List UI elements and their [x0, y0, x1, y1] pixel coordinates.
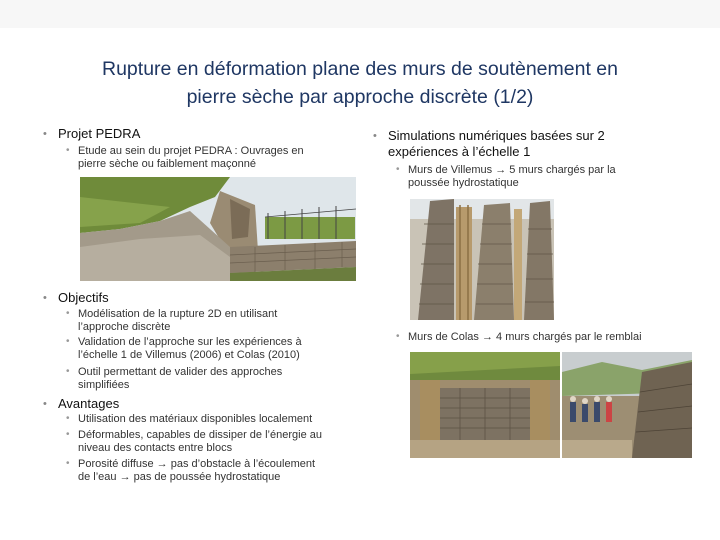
avantages-item-1: [78, 413, 353, 426]
avantages-item-3-line-1: • Porosité diffuse → pas d’obstacle à l’écoulement: [78, 458, 316, 470]
objectifs-item-2-line-1: • Validation de l’approche sur les expériences à: [78, 336, 302, 348]
objectifs-heading: • Objectifs: [58, 290, 109, 306]
avantages-item-3-line-2: de l’eau → pas de poussée hydrostatique: [78, 470, 281, 483]
avantages-item-2: [78, 429, 353, 454]
top-band: [0, 0, 720, 28]
avantages-heading: • Avantages: [58, 396, 119, 412]
objectifs-item-1-line-1: • Modélisation de la rupture 2D en utilisant: [78, 308, 278, 320]
objectifs-item-3-line-2: simplifiées: [78, 378, 130, 391]
avantages-item-1-line-1: • Utilisation des matériaux disponibles localement: [78, 413, 313, 425]
objectifs-item-2: [78, 336, 348, 361]
objectifs-item-1: [78, 308, 348, 333]
villemus-item: [408, 164, 688, 189]
objectifs-item-3-line-1: • Outil permettant de valider des approches: [78, 366, 283, 378]
avantages-item-3: [78, 458, 353, 483]
avantages-item-2-line-2: niveau des contacts entre blocs: [78, 441, 233, 454]
objectifs-item-2-line-2: l’échelle 1 de Villemus (2006) et Colas (2010): [78, 348, 300, 361]
avantages-item-2-line-1: • Déformables, capables de dissiper de l’énergie au: [78, 429, 322, 441]
title-line-1: Rupture en déformation plane des murs de soutènement en: [102, 58, 618, 80]
projet-item-line-1: • Etude au sein du projet PEDRA : Ouvrages en: [78, 145, 304, 157]
simulations-heading-line-2: expériences à l’échelle 1: [388, 144, 531, 159]
villemus-item-line-2: poussée hydrostatique: [408, 176, 519, 189]
objectifs-item-1-line-2: l’approche discrète: [78, 320, 171, 333]
objectifs-item-3: [78, 366, 348, 391]
projet-item: [78, 145, 348, 170]
villemus-walls-photo: [410, 199, 554, 320]
colas-wall-photo-2: [562, 352, 692, 458]
projet-heading: • Projet PEDRA: [58, 126, 140, 142]
villemus-item-line-1: • Murs de Villemus → 5 murs chargés par la: [408, 164, 616, 176]
pedra-wall-photo: [80, 177, 356, 281]
slide-title: [40, 55, 680, 111]
title-line-2: pierre sèche par approche discrète (1/2): [186, 86, 534, 108]
simulations-heading-line-1: • Simulations numériques basées sur 2: [388, 128, 605, 143]
colas-wall-photo-1: [410, 352, 560, 458]
colas-item: [408, 331, 698, 344]
projet-item-line-2: pierre sèche ou faiblement maçonné: [78, 157, 256, 170]
colas-item-line-1: • Murs de Colas → 4 murs chargés par le remblai: [408, 331, 642, 343]
simulations-heading: [388, 128, 698, 160]
